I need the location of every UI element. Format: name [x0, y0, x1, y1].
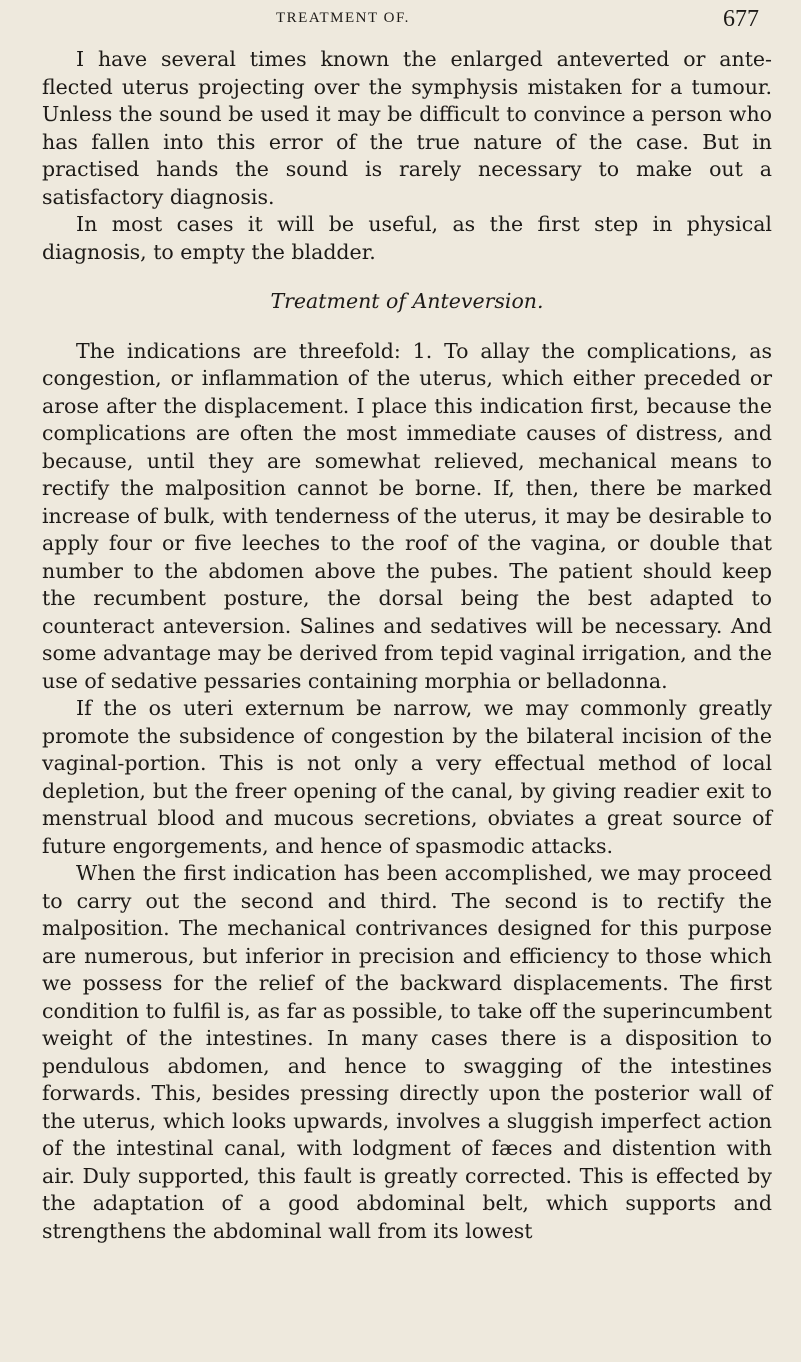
running-head: TREATMENT OF. [276, 10, 410, 26]
paragraph: When the first indication has been accomplished, we may proceed to carry out the second and third. The second is to rectify the malposition. The mechanical contrivances designed for this purpose are numerous, but inferior in precision and efficiency to those which we possess for the relief of the backward displacements. The first condition to fulfil is, as far as possible, to take off the superincumbent weight of the intestines. In many cases there is a disposition to pendulous abdomen, and hence to swagging of the intestines forwards. This, besides pressing directly upon the posterior wall of the uterus, which looks upwards, involves a sluggish imperfect action of the intestinal canal, with lodgment of fæces and distention with air. Duly supported, this fault is greatly corrected. This is effected by the adaptation of a good abdominal belt, which supports and strengthens the abdominal wall from its lowest [42, 861, 772, 1243]
page-number: 677 [723, 6, 759, 32]
section-heading: Treatment of Anteversion. [270, 289, 544, 313]
paragraph: I have several times known the enlarged anteverted or ante-flected uterus projecting over the symphysis mistaken for a tumour. Unless the sound be used it may be difficult to convince a person who has fallen into this error of the true nature of the case. But in practised hands the sound is rarely necessary to make out a satisfactory diagnosis. [42, 47, 772, 209]
paragraph: If the os uteri externum be narrow, we may commonly greatly promote the subsidence of congestion by the bilateral incision of the vaginal-portion. This is not only a very effectual method of local depletion, but the freer opening of the canal, by giving readier exit to menstrual blood and mucous secretions, obviates a great source of future engorgements, and hence of spasmodic attacks. [42, 696, 772, 858]
page-body [42, 46, 772, 1245]
paragraph: In most cases it will be useful, as the first step in physical diagnosis, to empty the bladder. [42, 212, 772, 264]
paragraph: The indications are threefold: 1. To allay the complications, as congestion, or inflammation of the uterus, which either preceded or arose after the displacement. I place this indication first, because the complications are often the most immediate causes of distress, and because, until they are somewhat relieved, mechanical means to rectify the malposition cannot be borne. If, then, there be marked increase of bulk, with tenderness of the uterus, it may be desirable to apply four or five leeches to the roof of the vagina, or double that number to the abdomen above the pubes. The patient should keep the recumbent posture, the dorsal being the best adapted to counteract anteversion. Salines and sedatives will be necessary. And some advantage may be derived from tepid vaginal irrigation, and the use of sedative pessaries containing morphia or belladonna. [42, 338, 772, 693]
